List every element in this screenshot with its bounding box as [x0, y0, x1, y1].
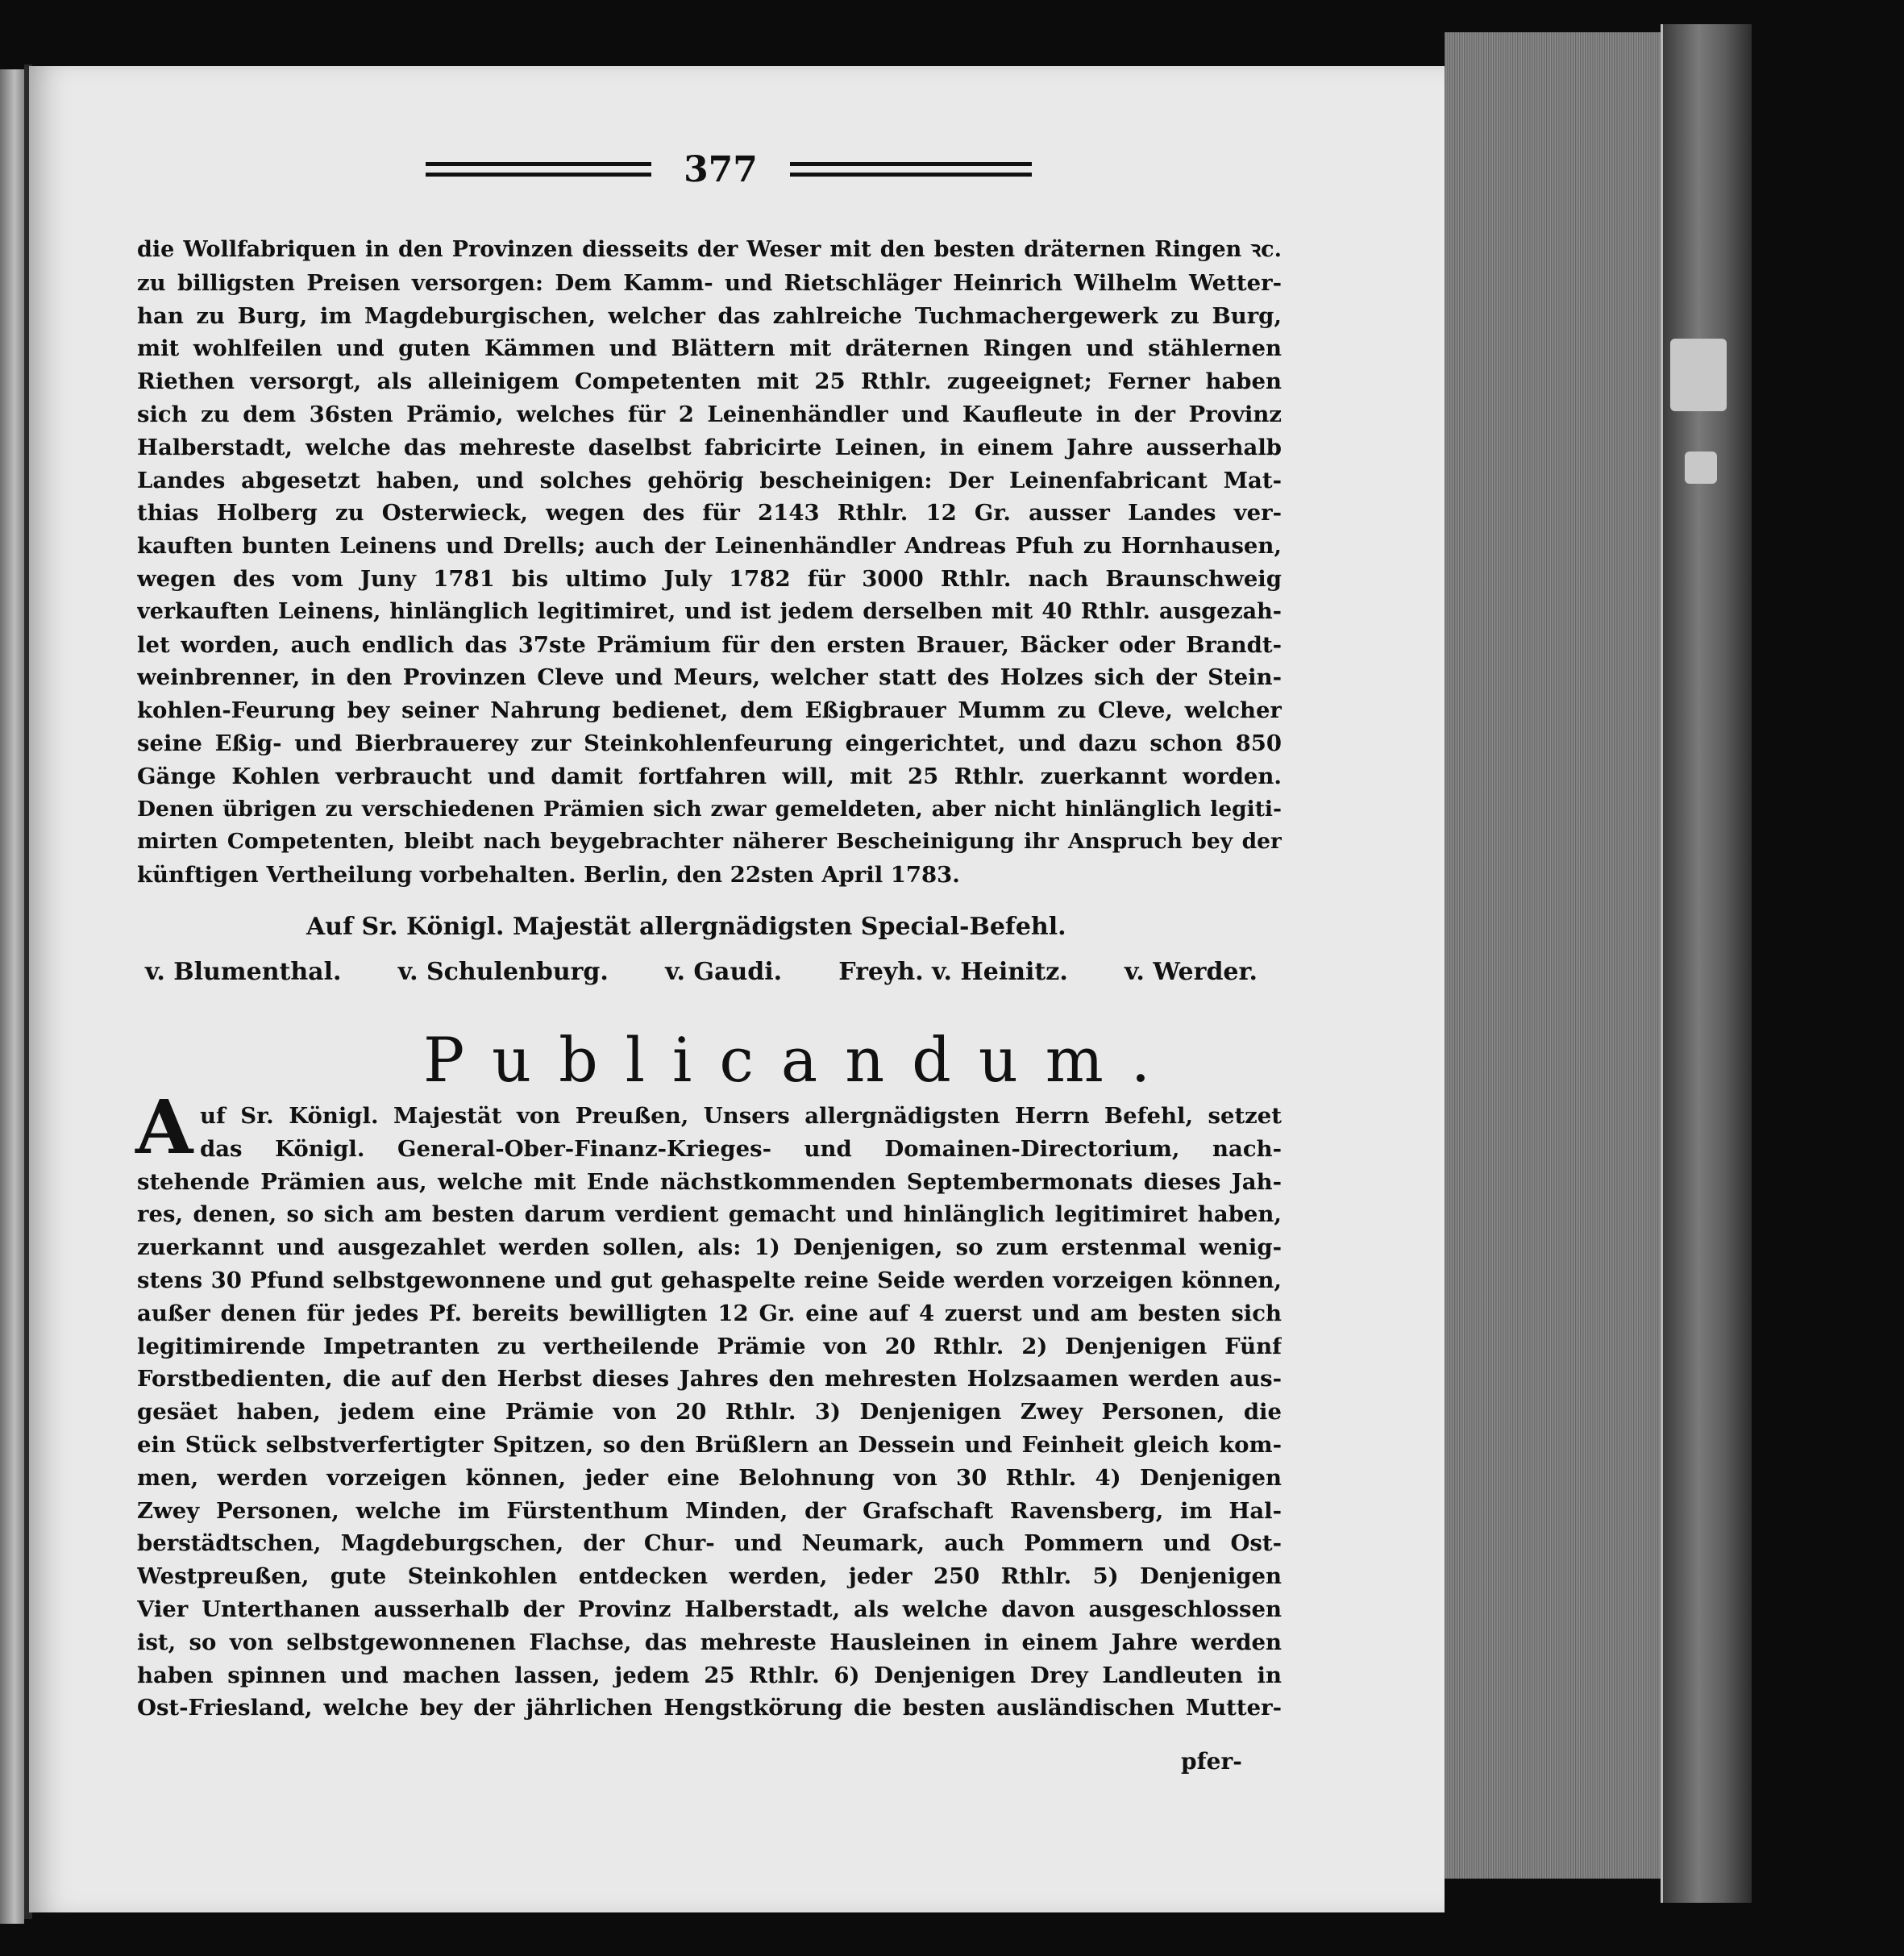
text-line: weinbrenner, in den Provinzen Cleve und Meurs, welcher statt des Holzes sich der Stein- [137, 664, 1282, 691]
text-line: Westpreußen, gute Steinkohlen entdecken werden, jeder 250 Rthlr. 5) Denjenigen [137, 1563, 1282, 1590]
header-rule-right [790, 162, 1032, 177]
text-line: sich zu dem 36sten Prämio, welches für 2 Leinenhändler und Kaufleute in der Provinz [137, 401, 1282, 427]
text-line: zuerkannt und ausgezahlet werden sollen, als: 1) Denjenigen, so zum erstenmal wenig- [137, 1234, 1282, 1261]
catchword: pfer- [1181, 1748, 1242, 1775]
text-line: Gänge Kohlen verbraucht und damit fortfahren will, mit 25 Rthlr. zuerkannt worden. [137, 763, 1282, 789]
text-line: kohlen-Feurung bey seiner Nahrung bedienet, dem Eßigbrauer Mumm zu Cleve, welcher [137, 697, 1282, 724]
cover-wear-mark [1685, 452, 1717, 484]
drop-cap: A [135, 1084, 193, 1171]
text-line: ein Stück selbstverfertigter Spitzen, so den Brüßlern an Dessein und Feinheit gleich kom- [137, 1431, 1282, 1458]
page-header [414, 145, 1043, 194]
text-line: legitimirende Impetranten zu vertheilende Prämie von 20 Rthlr. 2) Denjenigen Fünf [137, 1333, 1282, 1359]
text-line: han zu Burg, im Magdeburgischen, welcher das zahlreiche Tuchmachergewerk zu Burg, [137, 302, 1282, 329]
book-cover-board [1661, 24, 1752, 1903]
text-line: berstädtschen, Magdeburgschen, der Chur- und Neumark, auch Pommern und Ost- [137, 1530, 1282, 1557]
text-line: let worden, auch endlich das 37ste Prämium für den ersten Brauer, Bäcker oder Brandt- [137, 631, 1282, 658]
paragraph-prize-report [137, 234, 1282, 892]
text-line: seine Eßig- und Bierbrauerey zur Steinkohlenfeurung eingerichtet, und dazu schon 850 [137, 730, 1282, 756]
cover-wear-mark [1670, 339, 1727, 411]
text-line: mirten Competenten, bleibt nach beygebrachter näherer Bescheinigung ihr Anspruch bey der [137, 829, 1282, 855]
text-line: Riethen versorgt, als alleinigem Competenten mit 25 Rthlr. zugeeignet; Ferner haben [137, 368, 1282, 395]
text-line: außer denen für jedes Pf. bereits bewilligten 12 Gr. eine auf 4 zuerst und am besten sich [137, 1300, 1282, 1326]
text-line: ist, so von selbstgewonnenen Flachse, das mehreste Hausleinen in einem Jahre werden [137, 1629, 1282, 1655]
text-line: res, denen, so sich am besten darum verdient gemacht und hinlänglich legitimiret haben, [137, 1201, 1282, 1228]
text-line: thias Holberg zu Osterwieck, wegen des für 2143 Rthlr. 12 Gr. ausser Landes ver- [137, 500, 1282, 526]
text-line: mit wohlfeilen und guten Kämmen und Blättern mit dräternen Ringen und stählernen [137, 335, 1282, 362]
text-line: gesäet haben, jedem eine Prämie von 20 Rthlr. 3) Denjenigen Zwey Personen, die [137, 1399, 1282, 1425]
text-line: haben spinnen und machen lassen, jedem 25 Rthlr. 6) Denjenigen Drey Landleuten in [137, 1662, 1282, 1688]
page-number: 377 [684, 148, 758, 190]
text-line: Vier Unterthanen ausserhalb der Provinz Halberstadt, als welche davon ausgeschlossen [137, 1596, 1282, 1622]
header-rule-left [426, 162, 651, 177]
text-line: wegen des vom Juny 1781 bis ultimo July 1782 für 3000 Rthlr. nach Braunschweig [137, 565, 1282, 592]
text-line: kauften bunten Leinens und Drells; auch der Leinenhändler Andreas Pfuh zu Hornhausen, [137, 533, 1282, 560]
signature: Freyh. v. Heinitz. [838, 958, 1068, 986]
text-line: zu billigsten Preisen versorgen: Dem Kamm- und Rietschläger Heinrich Wilhelm Wetter- [137, 269, 1282, 296]
text-line: stehende Prämien aus, welche mit Ende nächstkommenden Septembermonats dieses Jah- [137, 1168, 1282, 1195]
text-line: künftigen Vertheilung vorbehalten. Berlin, den 22sten April 1783. [137, 862, 960, 889]
signature: v. Blumenthal. [145, 958, 342, 986]
section-heading: Publicandum. [423, 1024, 1178, 1096]
text-line: Halberstadt, welche das mehreste daselbst fabricirte Leinen, in einem Jahre ausserhalb [137, 434, 1282, 460]
text-line: Denen übrigen zu verschiedenen Prämien sich zwar gemeldeten, aber nicht hinlänglich legiti- [137, 796, 1282, 822]
text-line: das Königl. General-Ober-Finanz-Krieges- und Domainen-Directorium, nach- [200, 1135, 1282, 1162]
text-line: verkauften Leinens, hinlänglich legitimiret, und ist jedem derselben mit 40 Rthlr. ausgezah- [137, 598, 1282, 624]
left-page-edge [0, 69, 24, 1924]
text-line: Ost-Friesland, welche bey der jährlichen Hengstkörung die besten ausländischen Mutter- [137, 1695, 1282, 1721]
signature: v. Werder. [1125, 958, 1258, 986]
text-line: Forstbedienten, die auf den Herbst dieses Jahres den mehresten Holzsaamen werden aus- [137, 1366, 1282, 1392]
text-line: uf Sr. Königl. Majestät von Preußen, Unsers allergnädigsten Herrn Befehl, setzet [200, 1103, 1282, 1129]
signatures [145, 958, 1258, 986]
signature: v. Gaudi. [665, 958, 783, 986]
text-line: stens 30 Pfund selbstgewonnene und gut gehaspelte reine Seide werden vorzeigen können, [137, 1267, 1282, 1293]
signature: v. Schulenburg. [397, 958, 609, 986]
paragraph-publicandum [137, 1100, 1282, 1725]
text-line: men, werden vorzeigen können, jeder eine Belohnung von 30 Rthlr. 4) Denjenigen [137, 1464, 1282, 1491]
decree-line: Auf Sr. Königl. Majestät allergnädigsten Special-Befehl. [306, 913, 1066, 941]
text-line: die Wollfabriquen in den Provinzen diesseits der Weser mit den besten dräternen Ringen ꝛc. [137, 237, 1282, 262]
text-line: Zwey Personen, welche im Fürstenthum Minden, der Grafschaft Ravensberg, im Hal- [137, 1497, 1282, 1524]
text-line: Landes abgesetzt haben, und solches gehörig bescheinigen: Der Leinenfabricant Mat- [137, 467, 1282, 493]
